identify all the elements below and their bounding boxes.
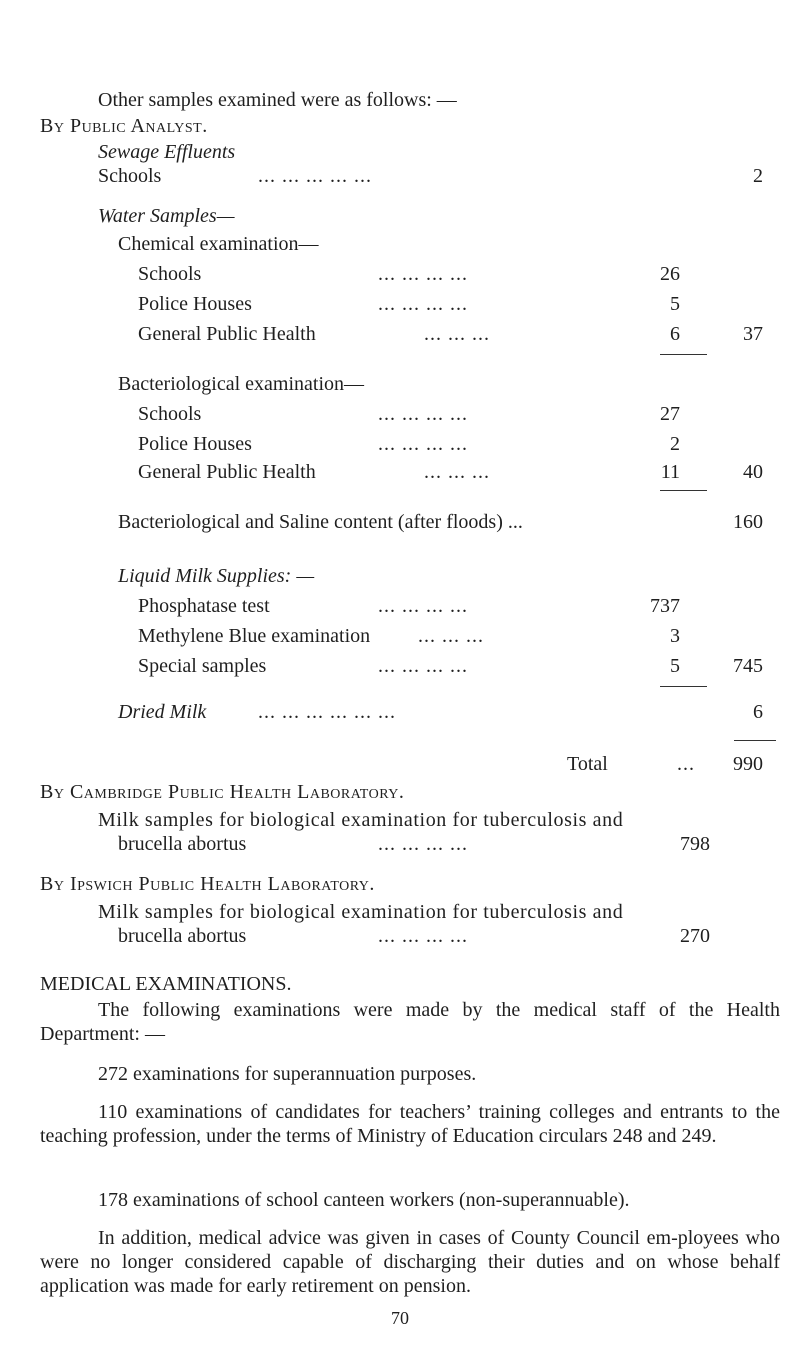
- cambridge-line-2: brucella abortus: [118, 833, 247, 855]
- intro-text: Other samples examined were as follows: —: [98, 89, 457, 111]
- teachers-paragraph: 110 examinations of candidates for teachers’ training colleges and entrants to the teaching profession, under the terms of Ministry of Education circulars 248 and 249.: [40, 1101, 780, 1147]
- medical-heading: MEDICAL EXAMINATIONS.: [40, 973, 292, 995]
- sewage-leader-dots: ... ... ... ... ...: [258, 165, 372, 187]
- ipswich-value: 270: [680, 925, 710, 947]
- milk-row-value: 3: [670, 625, 680, 647]
- chemical-total: 37: [743, 323, 763, 345]
- dried-milk-total: 6: [753, 701, 763, 723]
- ipswich-line-1: Milk samples for biological examination for tuberculosis and: [98, 901, 624, 923]
- chemical-row-dots: ... ... ... ...: [378, 293, 468, 315]
- total-dots: ...: [677, 753, 695, 775]
- county-council-paragraph: In addition, medical advice was given in cases of County Council em-ployees who were no longer considered capable of discharging their duties and on whose behalf application was made for early retirement on pension.: [40, 1227, 780, 1297]
- page-number: 70: [391, 1308, 409, 1328]
- sewage-title: Sewage Effluents: [98, 141, 236, 163]
- milk-total: 745: [733, 655, 763, 677]
- cambridge-line-1: Milk samples for biological examination for tuberculosis and: [98, 809, 624, 831]
- milk-row-label: Methylene Blue examination: [138, 625, 371, 647]
- subtotal-rule: [660, 490, 707, 491]
- grand-total-value: 990: [733, 753, 763, 775]
- chemical-row-dots: ... ... ...: [424, 323, 490, 345]
- sewage-total: 2: [753, 165, 763, 187]
- water-samples-title: Water Samples—: [98, 205, 235, 227]
- chemical-row-dots: ... ... ... ...: [378, 263, 468, 285]
- bacteriological-row-dots: ... ... ...: [424, 461, 490, 483]
- milk-row-label: Special samples: [138, 655, 267, 677]
- canteen-paragraph: 178 examinations of school canteen workers (non-superannuable).: [98, 1189, 630, 1211]
- bacteriological-title: Bacteriological examination—: [118, 373, 365, 395]
- saline-total: 160: [733, 511, 763, 533]
- milk-row-dots: ... ... ... ...: [378, 655, 468, 677]
- bacteriological-row-label: Police Houses: [138, 433, 252, 455]
- chemical-title: Chemical examination—: [118, 233, 319, 255]
- sewage-schools-label: Schools: [98, 165, 162, 187]
- ipswich-dots: ... ... ... ...: [378, 925, 468, 947]
- chemical-row-label: Schools: [138, 263, 202, 285]
- bacteriological-row-dots: ... ... ... ...: [378, 403, 468, 425]
- subtotal-rule: [660, 354, 707, 355]
- total-label: Total: [567, 753, 608, 775]
- chemical-row-value: 26: [660, 263, 680, 285]
- bacteriological-row-dots: ... ... ... ...: [378, 433, 468, 455]
- milk-row-label: Phosphatase test: [138, 595, 270, 617]
- liquid-milk-title: Liquid Milk Supplies: —: [118, 565, 315, 587]
- bacteriological-row-value: 11: [660, 461, 680, 483]
- subtotal-rule: [660, 686, 707, 687]
- chemical-row-label: Police Houses: [138, 293, 252, 315]
- cambridge-value: 798: [680, 833, 710, 855]
- saline-label: Bacteriological and Saline content (after floods) ...: [118, 511, 523, 533]
- chemical-row-value: 5: [670, 293, 680, 315]
- chemical-row-label: General Public Health: [138, 323, 316, 345]
- bacteriological-row-label: Schools: [138, 403, 202, 425]
- milk-row-dots: ... ... ...: [418, 625, 484, 647]
- total-rule: [734, 740, 776, 741]
- chemical-row-value: 6: [670, 323, 680, 345]
- ipswich-heading: By Ipswich Public Health Laboratory.: [40, 873, 375, 895]
- bacteriological-row-value: 27: [660, 403, 680, 425]
- public-analyst-heading: By Public Analyst.: [40, 115, 208, 137]
- cambridge-heading: By Cambridge Public Health Laboratory.: [40, 781, 405, 803]
- milk-row-value: 737: [650, 595, 680, 617]
- superannuation-paragraph: 272 examinations for superannuation purposes.: [98, 1063, 477, 1085]
- ipswich-line-2: brucella abortus: [118, 925, 247, 947]
- milk-row-dots: ... ... ... ...: [378, 595, 468, 617]
- bacteriological-row-label: General Public Health: [138, 461, 316, 483]
- bacteriological-total: 40: [743, 461, 763, 483]
- bacteriological-row-value: 2: [670, 433, 680, 455]
- milk-row-value: 5: [670, 655, 680, 677]
- cambridge-dots: ... ... ... ...: [378, 833, 468, 855]
- dried-milk-label: Dried Milk: [118, 701, 207, 723]
- medical-intro-paragraph: The following examinations were made by the medical staff of the Health Department: —: [40, 999, 780, 1045]
- dried-milk-dots: ... ... ... ... ... ...: [258, 701, 396, 723]
